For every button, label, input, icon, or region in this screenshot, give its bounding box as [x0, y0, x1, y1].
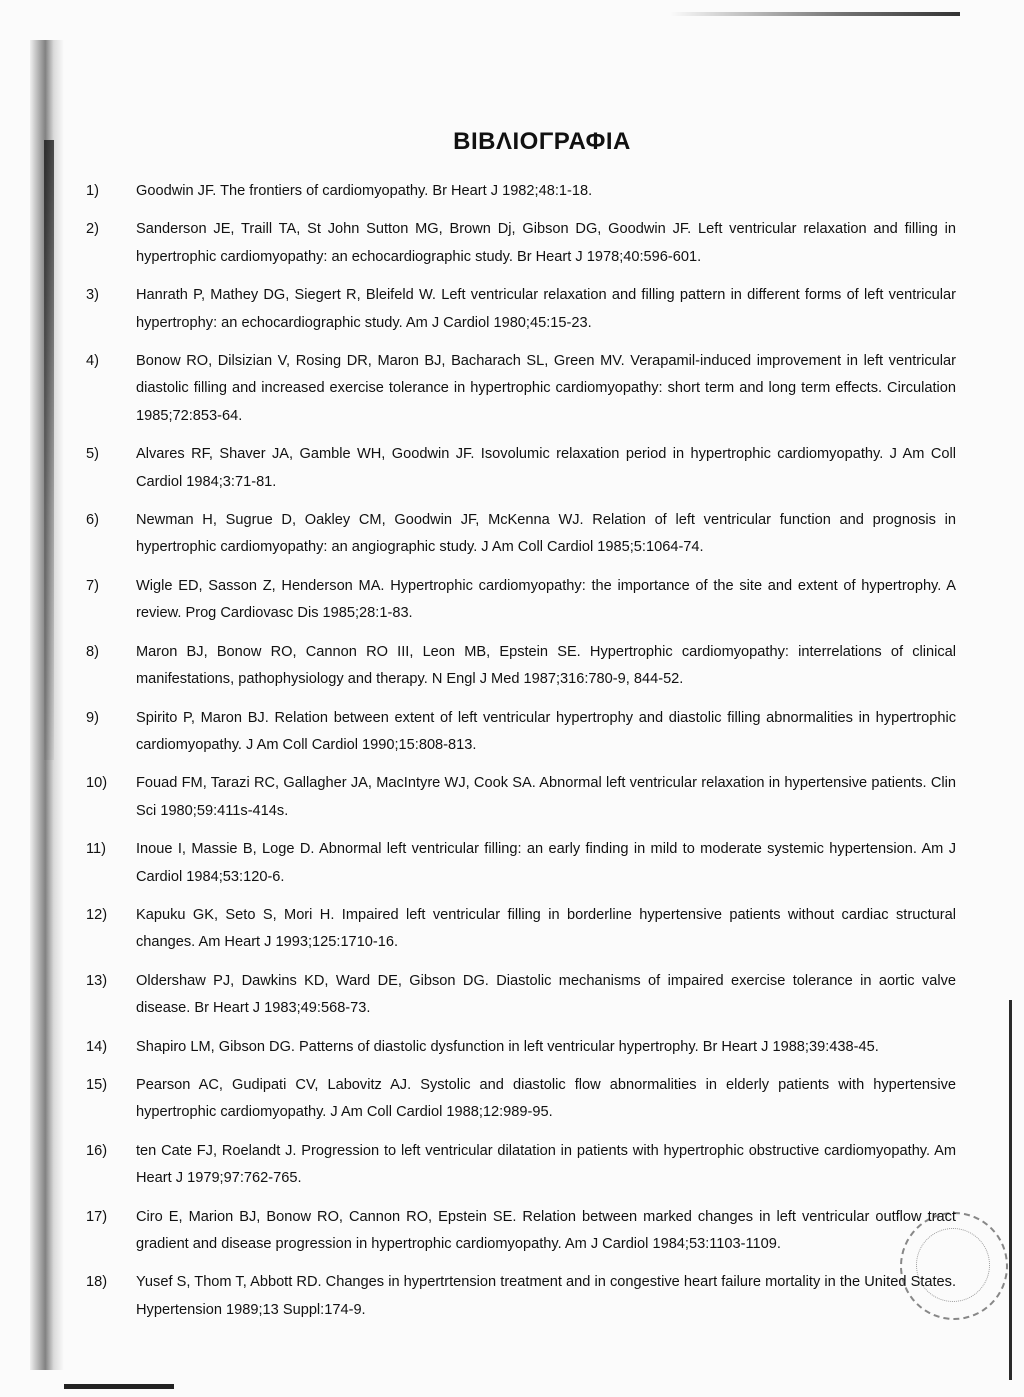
reference-number: 13): [86, 972, 108, 989]
scan-left-edge-dark: [44, 140, 54, 760]
reference-text: Pearson AC, Gudipati CV, Labovitz AJ. Systolic and diastolic flow abnormalities in elderly patients with hypertensive hypertrophic cardiomyopathy. J Am Coll Cardiol 1988;12:989-95.: [136, 1076, 956, 1121]
reference-number: 10): [86, 775, 108, 792]
reference-text: Sanderson JE, Traill TA, St John Sutton MG, Brown Dj, Gibson DG, Goodwin JF. Left ventricular relaxation and filling in hypertrophic cardiomyopathy: an echocardiographic study. Br Heart J 1978;40:596-601.: [136, 221, 956, 265]
reference-item: [86, 902, 956, 957]
reference-number: 16): [86, 1142, 108, 1159]
reference-number: 7): [86, 577, 99, 594]
reference-text: Oldershaw PJ, Dawkins KD, Ward DE, Gibson DG. Diastolic mechanisms of impaired exercise tolerance in aortic valve disease. Br Heart J 1983;49:568-73.: [136, 972, 956, 1017]
reference-text: ten Cate FJ, Roelandt J. Progression to left ventricular dilatation in patients with hypertrophic obstructive cardiomyopathy. Am Heart J 1979;97:762-765.: [136, 1142, 956, 1187]
scan-right-line: [1009, 1000, 1012, 1380]
reference-item: [86, 968, 956, 1023]
reference-text: Newman H, Sugrue D, Oakley CM, Goodwin JF, McKenna WJ. Relation of left ventricular function and prognosis in hypertrophic cardiomyopathy: an angiographic study. J Am Coll Cardiol 1985;5:1064-74.: [136, 512, 956, 556]
reference-item: [86, 639, 956, 694]
reference-list: [86, 178, 956, 1335]
reference-item: [86, 1034, 956, 1061]
reference-text: Maron BJ, Bonow RO, Cannon RO III, Leon MB, Epstein SE. Hypertrophic cardiomyopathy: interrelations of clinical manifestations, pathophysiology and therapy. N Engl J Med 1987;316:780-9, 844-52.: [136, 643, 956, 688]
reference-text: Kapuku GK, Seto S, Mori H. Impaired left ventricular filling in borderline hypertensive patients without cardiac structural changes. Am Heart J 1993;125:1710-16.: [136, 906, 956, 951]
reference-text: Alvares RF, Shaver JA, Gamble WH, Goodwin JF. Isovolumic relaxation period in hypertrophic cardiomyopathy. J Am Coll Cardiol 1984;3:71-81.: [136, 446, 956, 490]
reference-text: Bonow RO, Dilsizian V, Rosing DR, Maron BJ, Bacharach SL, Green MV. Verapamil-induced improvement in left ventricular diastolic filling and increased exercise tolerance in hypertrophic cardiomyopathy: short term and long term effects. Circulation 1985;72:853-64.: [136, 353, 956, 424]
reference-text: Ciro E, Marion BJ, Bonow RO, Cannon RO, Epstein SE. Relation between marked changes in left ventricular outflow tract gradient and disease progression in hypertrophic cardiomyopathy. Am J Cardiol 1984;53:1103-1109.: [136, 1208, 956, 1252]
reference-text: Yusef S, Thom T, Abbott RD. Changes in hypertrtension treatment and in congestive heart failure mortality in the United States. Hypertension 1989;13 Suppl:174-9.: [136, 1274, 956, 1318]
reference-number: 15): [86, 1076, 108, 1093]
reference-number: 6): [86, 512, 99, 529]
reference-item: [86, 178, 956, 205]
reference-item: [86, 705, 956, 760]
reference-text: Wigle ED, Sasson Z, Henderson MA. Hypertrophic cardiomyopathy: the importance of the site and extent of hypertrophy. A review. Prog Cardiovasc Dis 1985;28:1-83.: [136, 577, 956, 622]
reference-number: 1): [86, 183, 99, 199]
reference-item: [86, 216, 956, 271]
reference-item: [86, 1138, 956, 1193]
reference-item: [86, 1204, 956, 1259]
reference-text: Goodwin JF. The frontiers of cardiomyopathy. Br Heart J 1982;48:1-18.: [136, 183, 593, 199]
reference-text: Inoue I, Massie B, Loge D. Abnormal left ventricular filling: an early finding in mild to moderate systemic hypertension. Am J Cardiol 1984;53:120-6.: [136, 841, 956, 885]
reference-number: 8): [86, 643, 99, 660]
reference-item: [86, 836, 956, 891]
reference-item: [86, 1269, 956, 1324]
reference-item: [86, 441, 956, 496]
reference-number: 9): [86, 709, 99, 726]
reference-text: Fouad FM, Tarazi RC, Gallagher JA, MacIntyre WJ, Cook SA. Abnormal left ventricular relaxation in hypertensive patients. Clin Sci 1980;59:411s-414s.: [136, 775, 956, 819]
reference-number: 11): [86, 841, 107, 858]
reference-text: Shapiro LM, Gibson DG. Patterns of diastolic dysfunction in left ventricular hypertrophy. Br Heart J 1988;39:438-45.: [136, 1038, 879, 1055]
reference-item: [86, 348, 956, 430]
reference-number: 18): [86, 1274, 108, 1291]
reference-number: 2): [86, 221, 99, 238]
reference-item: [86, 282, 956, 337]
reference-text: Spirito P, Maron BJ. Relation between extent of left ventricular hypertrophy and diastolic filling abnormalities in hypertrophic cardiomyopathy. J Am Coll Cardiol 1990;15:808-813.: [136, 709, 956, 753]
reference-number: 3): [86, 287, 99, 304]
scan-top-line: [670, 12, 960, 16]
reference-number: 14): [86, 1038, 108, 1055]
reference-item: [86, 770, 956, 825]
reference-item: [86, 507, 956, 562]
reference-item: [86, 573, 956, 628]
reference-text: Hanrath P, Mathey DG, Siegert R, Bleifeld W. Left ventricular relaxation and filling pattern in different forms of left ventricular hypertrophy: an echocardiographic study. Am J Cardiol 1980;45:15-23.: [136, 287, 956, 331]
page-title: ΒΙΒΛΙΟΓΡΑΦΙΑ: [453, 128, 631, 156]
reference-item: [86, 1072, 956, 1127]
reference-number: 5): [86, 446, 99, 463]
reference-number: 17): [86, 1208, 108, 1225]
reference-number: 12): [86, 906, 108, 923]
reference-number: 4): [86, 353, 99, 370]
scan-bottom-line: [64, 1384, 174, 1389]
